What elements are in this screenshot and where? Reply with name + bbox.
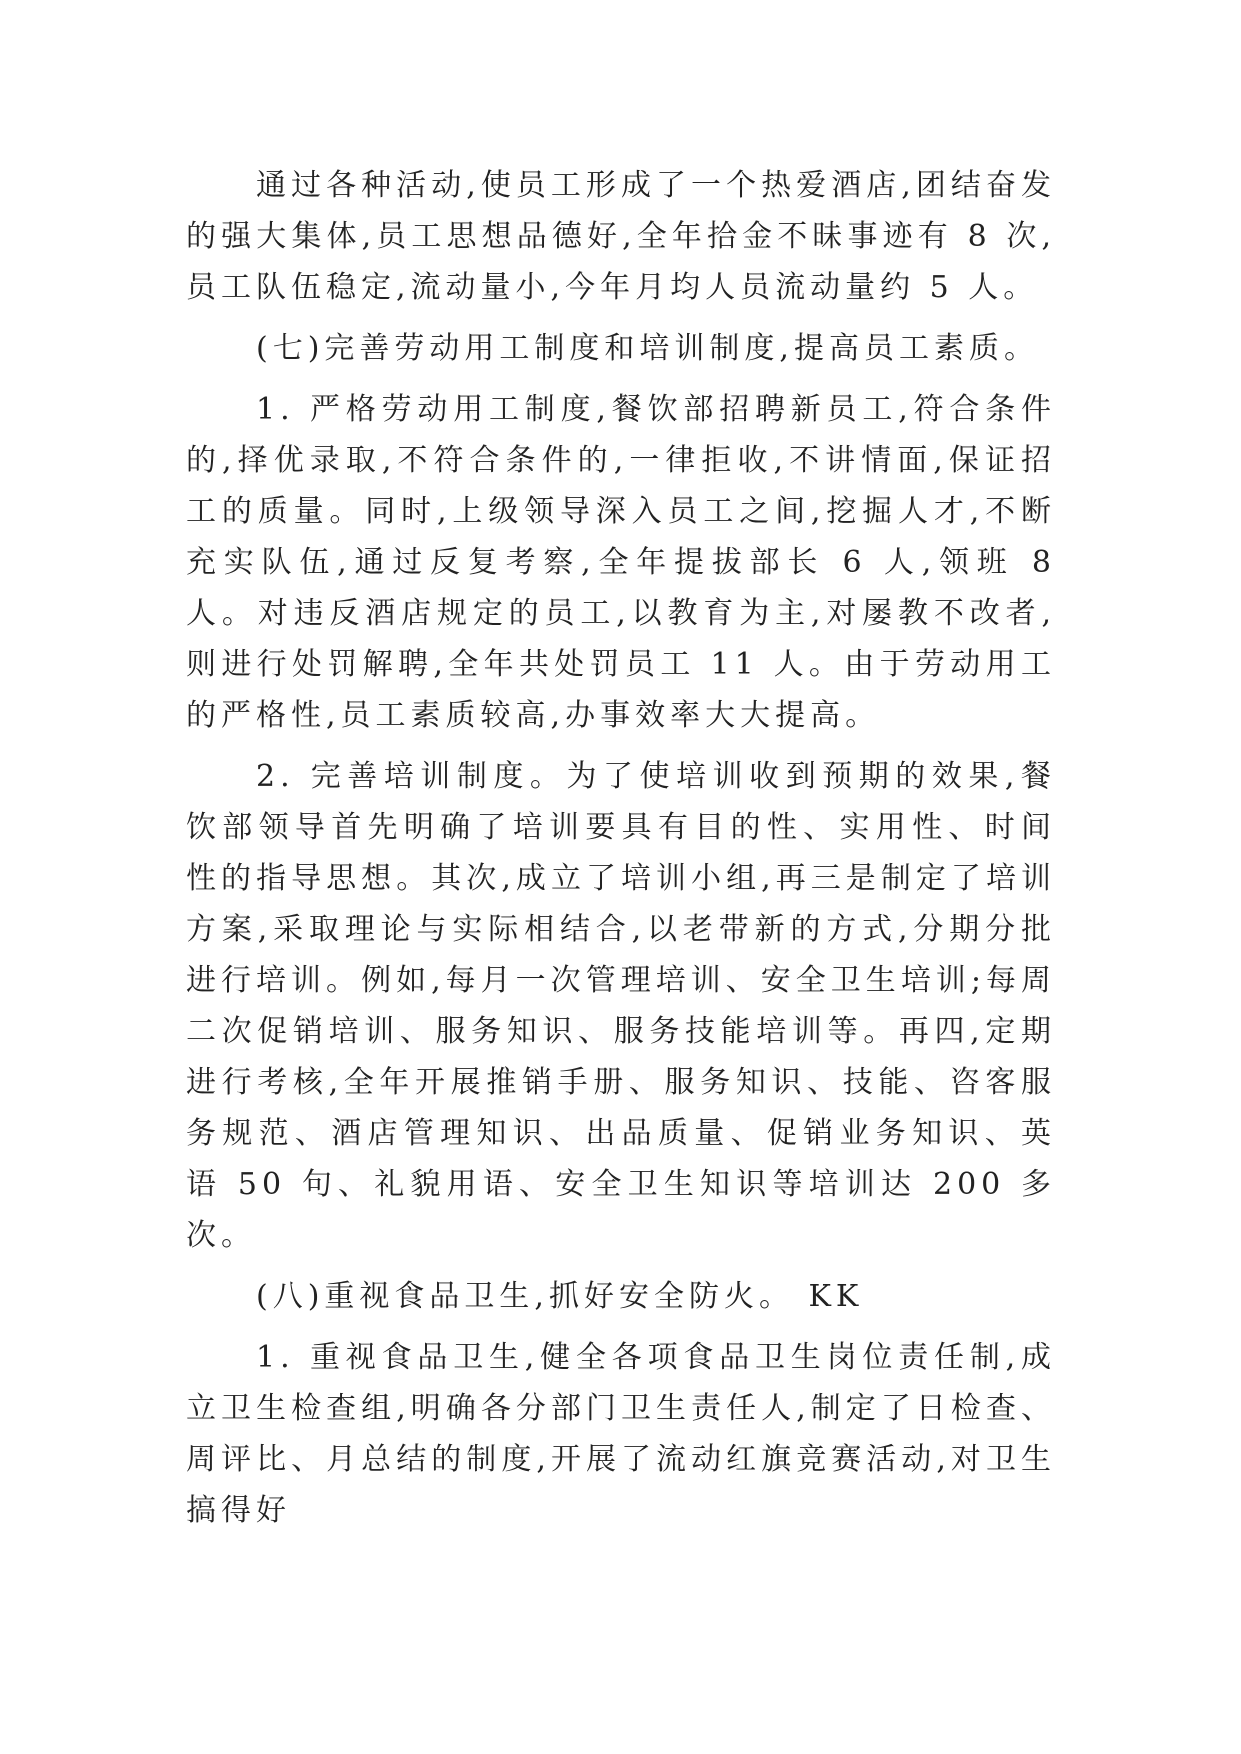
paragraph-training-system: 2. 完善培训制度。为了使培训收到预期的效果,餐饮部领导首先明确了培训要具有目的性、实用性、时间性的指导思想。其次,成立了培训小组,再三是制定了培训方案,采取理论与实际相结合,以老带新的方式,分期分批进行培训。例如,每月一次管理培训、安全卫生培训;每周二次促销培训、服务知识、服务技能培训等。再四,定期进行考核,全年开展推销手册、服务知识、技能、咨客服务规范、酒店管理知识、出品质量、促销业务知识、英语 50 句、礼貌用语、安全卫生知识等培训达 200 多次。 xyxy=(186,759,1056,1253)
paragraph-labor-system: 1. 严格劳动用工制度,餐饮部招聘新员工,符合条件的,择优录取,不符合条件的,一律拒收,不讲情面,保证招工的质量。同时,上级领导深入员工之间,挖掘人才,不断充实队伍,通过反复考察,全年提拔部长 6 人,领班 8 人。对违反酒店规定的员工,以教育为主,对屡教不改者,则进行处罚解聘,全年共处罚员工 11 人。由于劳动用工的严格性,员工素质较高,办事效率大大提高。 xyxy=(186,392,1056,733)
section-heading-8: (八)重视食品卫生,抓好安全防火。 KK xyxy=(256,1279,864,1314)
paragraph-activities: 通过各种活动,使员工形成了一个热爱酒店,团结奋发的强大集体,员工思想品德好,全年拾金不昧事迹有 8 次,员工队伍稳定,流动量小,今年月均人员流动量约 5 人。 xyxy=(186,168,1056,305)
document-body xyxy=(186,160,1056,1536)
section-heading-7: (七)完善劳动用工制度和培训制度,提高员工素质。 xyxy=(256,331,1039,366)
paragraph-food-hygiene: 1. 重视食品卫生,健全各项食品卫生岗位责任制,成立卫生检查组,明确各分部门卫生责任人,制定了日检查、周评比、月总结的制度,开展了流动红旗竞赛活动,对卫生搞得好 xyxy=(186,1340,1056,1528)
